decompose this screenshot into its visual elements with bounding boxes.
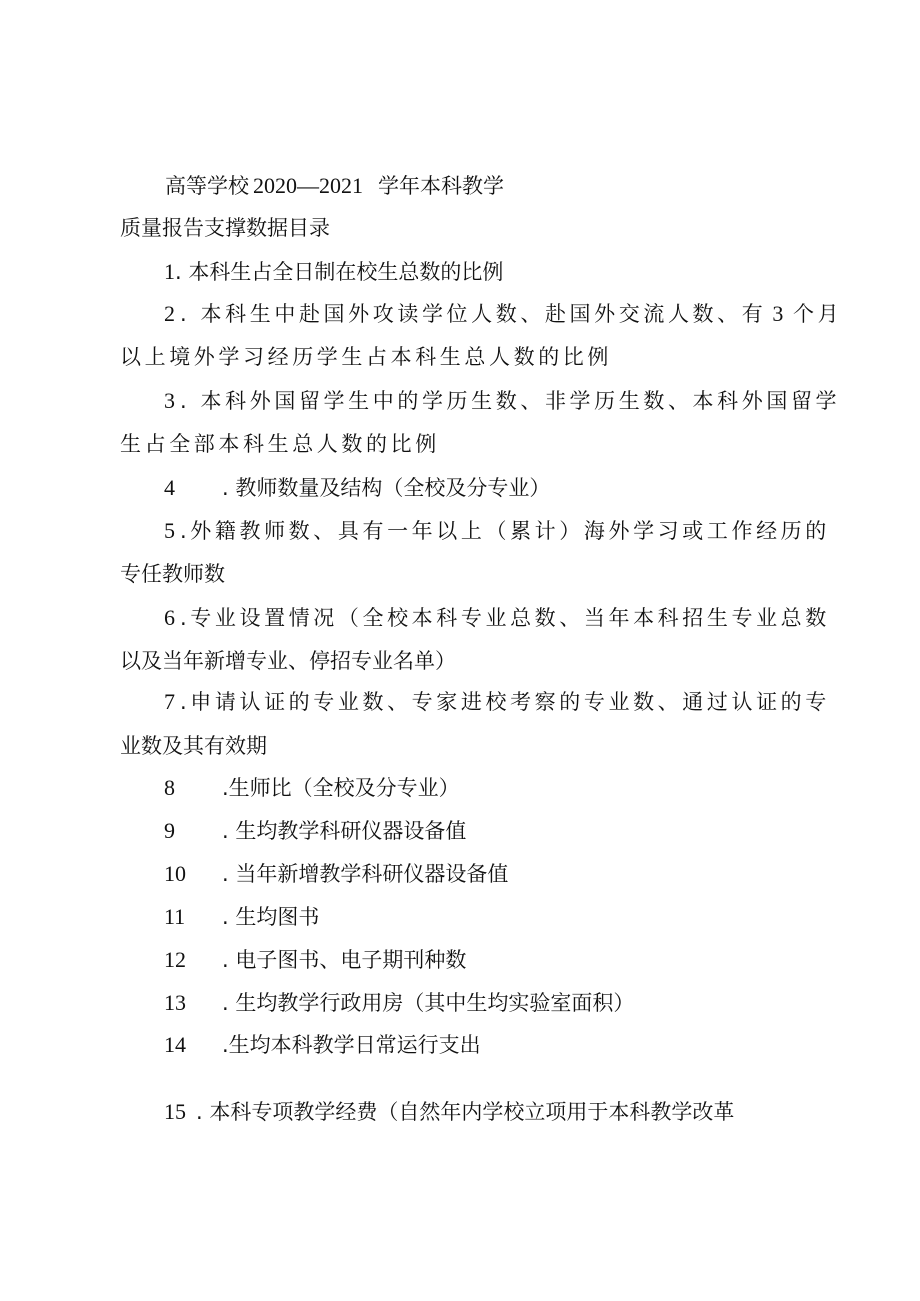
item-text-cont: 以上境外学习经历学生占本科生总人数的比例 <box>120 345 612 369</box>
item-text: . 当年新增教学科研仪器设备值 <box>222 862 509 886</box>
title-part1-b: 学年本科教学 <box>378 174 504 198</box>
list-item <box>0 859 920 889</box>
item-text-cont: 生占全部本科生总人数的比例 <box>120 432 440 456</box>
item-number: 2 <box>164 301 175 326</box>
list-item <box>0 516 920 546</box>
list-item-continuation <box>0 429 920 459</box>
list-item <box>0 257 920 287</box>
list-item <box>0 473 920 503</box>
item-number: 13 <box>164 990 186 1015</box>
title-part2: 质量报告支撑数据目录 <box>120 216 330 240</box>
item-text-cont: 以及当年新增专业、停招专业名单） <box>120 649 456 673</box>
item-text: . 本科专项教学经费（自然年内学校立项用于本科教学改革 <box>196 1100 735 1124</box>
list-item <box>0 386 920 416</box>
list-item-continuation <box>0 731 920 761</box>
item-number: 1 <box>164 259 175 284</box>
item-text: . 生均图书 <box>222 905 320 929</box>
item-text-cont: 业数及其有效期 <box>120 734 267 758</box>
list-item <box>0 687 920 717</box>
item-number: 6 <box>164 605 175 630</box>
title-part1-a: 高等学校 <box>165 174 249 198</box>
item-text <box>180 299 842 329</box>
item-text: .专业设置情况（全校本科专业总数、当年本科招生专业总数 <box>180 606 830 630</box>
item-number: 10 <box>164 861 186 886</box>
title-line-2 <box>0 213 920 243</box>
list-item <box>0 816 920 846</box>
list-item <box>0 988 920 1018</box>
item-number: 3 <box>164 388 175 413</box>
item-text: . 电子图书、电子期刊种数 <box>222 948 467 972</box>
list-item <box>0 299 920 329</box>
item-text: . 生均教学科研仪器设备值 <box>222 819 467 843</box>
list-item <box>0 1030 920 1060</box>
title-line-1 <box>0 171 920 201</box>
item-number: 8 <box>164 775 175 800</box>
list-item-continuation <box>0 646 920 676</box>
item-number: 9 <box>164 818 175 843</box>
item-number: 11 <box>164 904 186 929</box>
title-year: 2020—2021 <box>253 173 363 198</box>
item-text: .外籍教师数、具有一年以上（累计）海外学习或工作经历的 <box>180 519 830 543</box>
list-item <box>0 1097 920 1127</box>
list-item <box>0 945 920 975</box>
list-item <box>0 773 920 803</box>
list-item-continuation <box>0 342 920 372</box>
list-item-continuation <box>0 559 920 589</box>
item-number: 14 <box>164 1032 186 1057</box>
item-text-b: 个月 <box>792 302 843 326</box>
item-number: 5 <box>164 518 175 543</box>
item-text: .申请认证的专业数、专家进校考察的专业数、通过认证的专 <box>180 690 830 714</box>
item-text: . 本科生占全日制在校生总数的比例 <box>175 260 504 284</box>
item-text: . 本科外国留学生中的学历生数、非学历生数、本科外国留学 <box>180 389 841 413</box>
item-text: .生均本科教学日常运行支出 <box>222 1033 481 1057</box>
list-item <box>0 902 920 932</box>
item-text: . 教师数量及结构（全校及分专业） <box>222 476 551 500</box>
item-text: . 生均教学行政用房（其中生均实验室面积） <box>222 991 635 1015</box>
item-number: 4 <box>164 475 175 500</box>
list-item <box>0 603 920 633</box>
item-text-number: 3 <box>772 301 787 326</box>
item-text: .生师比（全校及分专业） <box>222 776 460 800</box>
item-number: 7 <box>164 689 175 714</box>
item-text-cont: 专任教师数 <box>120 562 225 586</box>
item-text-a: . 本科生中赴国外攻读学位人数、赴国外交流人数、有 <box>180 302 767 326</box>
item-number: 15 <box>164 1099 186 1124</box>
item-number: 12 <box>164 947 186 972</box>
